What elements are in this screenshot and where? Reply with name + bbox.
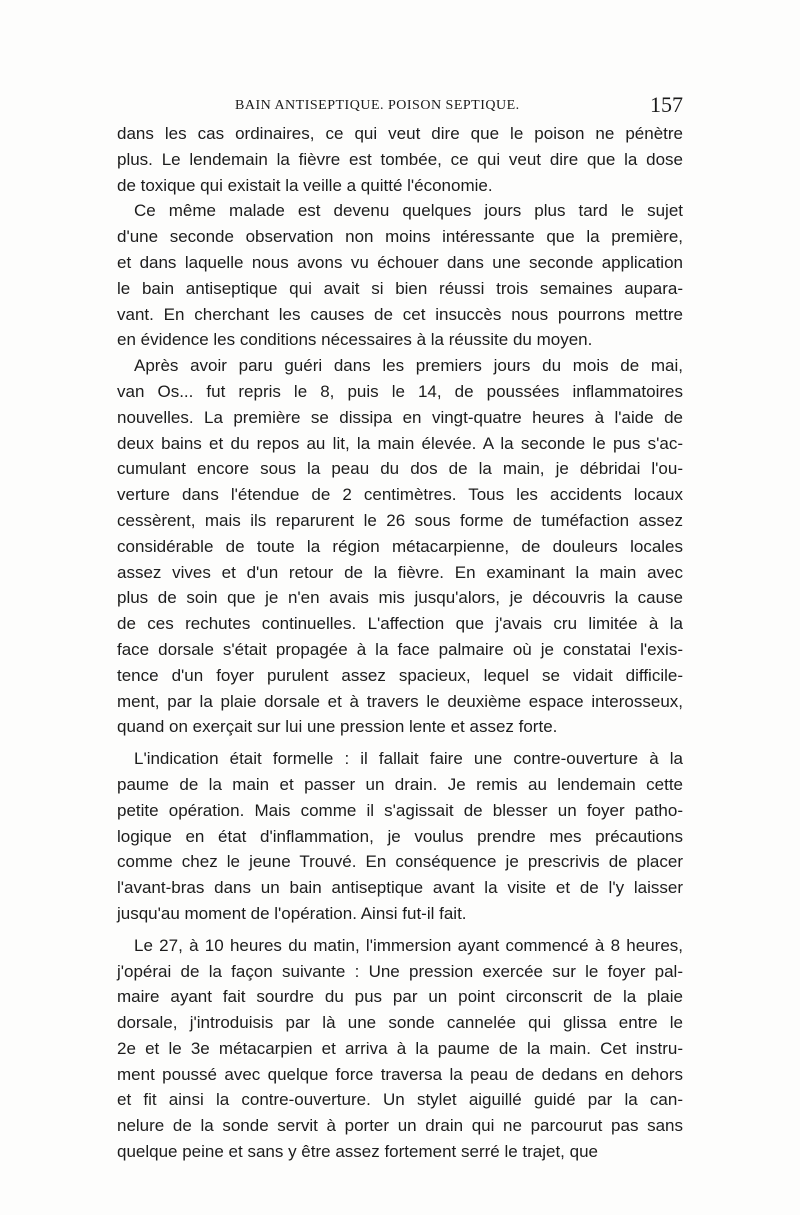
text-line: ment, par la plaie dorsale et à travers le deuxième espace interosseux, [117,691,683,711]
paragraph [117,353,683,740]
text-line: verture dans l'étendue de 2 centimètres. Tous les accidents locaux [117,485,683,505]
text-line: de ces rechutes continuelles. L'affection que j'avais cru limitée à la [117,614,683,634]
text-line: plus de soin que je n'en avais mis jusqu'alors, je découvris la cause [117,588,683,608]
paragraph [117,933,683,1165]
text-line: et fit ainsi la contre-ouverture. Un stylet aiguillé guidé par la can- [117,1090,683,1110]
text-line: tence d'un foyer purulent assez spacieux, lequel se vidait difficile- [117,665,683,685]
text-line: dorsale, j'introduisis par là une sonde cannelée qui glissa entre le [117,1013,683,1033]
text-line: ment poussé avec quelque force traversa la peau de dedans en dehors [117,1064,683,1084]
text-line: le bain antiseptique qui avait si bien réussi trois semaines aupara- [117,278,683,298]
text-line: petite opération. Mais comme il s'agissait de blesser un foyer patho- [117,800,683,820]
text-line: Ce même malade est devenu quelques jours plus tard le sujet [134,201,683,221]
paragraph [117,198,683,353]
text-line: d'une seconde observation non moins intéressante que la première, [117,227,683,247]
text-line: l'avant-bras dans un bain antiseptique avant la visite et de l'y laisser [117,878,683,898]
text-line: quand on exerçait sur lui une pression lente et assez forte. [117,717,558,737]
page-header [117,92,683,122]
body-text [117,121,683,1165]
text-line: nouvelles. La première se dissipa en vingt-quatre heures à l'aide de [117,407,683,427]
text-line: dans les cas ordinaires, ce qui veut dire que le poison ne pénètre [117,124,683,143]
text-line: van Os... fut repris le 8, puis le 14, de poussées inflammatoires [117,381,683,401]
text-line: nelure de la sonde servit à porter un drain qui ne parcourut pas sans [117,1116,683,1136]
text-line: comme chez le jeune Trouvé. En conséquence je prescrivis de placer [117,852,683,872]
text-line: j'opérai de la façon suivante : Une pression exercée sur le foyer pal- [117,961,683,981]
text-line: quelque peine et sans y être assez fortement serré le trajet, que [117,1142,598,1162]
text-line: plus. Le lendemain la fièvre est tombée, ce qui veut dire que la dose [117,149,683,169]
text-line: de toxique qui existait la veille a quitté l'économie. [117,175,493,195]
text-line: L'indication était formelle : il fallait faire une contre-ouverture à la [134,749,683,769]
text-line: maire ayant fait sourdre du pus par un point circonscrit de la plaie [117,987,683,1007]
text-line: cessèrent, mais ils reparurent le 26 sous forme de tuméfaction assez [117,510,683,530]
text-line: logique en état d'inflammation, je voulus prendre mes précautions [117,826,683,846]
text-line: deux bains et du repos au lit, la main élevée. A la seconde le pus s'ac- [117,433,683,453]
text-line: face dorsale s'était propagée à la face palmaire où je constatai l'exis- [117,639,683,659]
running-head: BAIN ANTISEPTIQUE. POISON SEPTIQUE. [235,98,520,113]
text-line: Après avoir paru guéri dans les premiers jours du mois de mai, [134,356,683,376]
text-line: paume de la main et passer un drain. Je remis au lendemain cette [117,774,683,794]
text-line: 2e et le 3e métacarpien et arriva à la paume de la main. Cet instru- [117,1038,683,1058]
text-line: vant. En cherchant les causes de cet insuccès nous pourrons mettre [117,304,683,324]
page-number: 157 [650,92,683,117]
text-line: considérable de toute la région métacarpienne, de douleurs locales [117,536,683,556]
text-line: et dans laquelle nous avons vu échouer dans une seconde application [117,252,683,272]
paragraph [117,121,683,198]
text-line: Le 27, à 10 heures du matin, l'immersion ayant commencé à 8 heures, [134,935,683,955]
paragraph [117,746,683,927]
text-line: jusqu'au moment de l'opération. Ainsi fut-il fait. [117,903,467,923]
text-line: cumulant encore sous la peau du dos de la main, je débridai l'ou- [117,459,683,479]
text-line: assez vives et d'un retour de la fièvre. En examinant la main avec [117,562,683,582]
text-line: en évidence les conditions nécessaires à la réussite du moyen. [117,330,593,350]
